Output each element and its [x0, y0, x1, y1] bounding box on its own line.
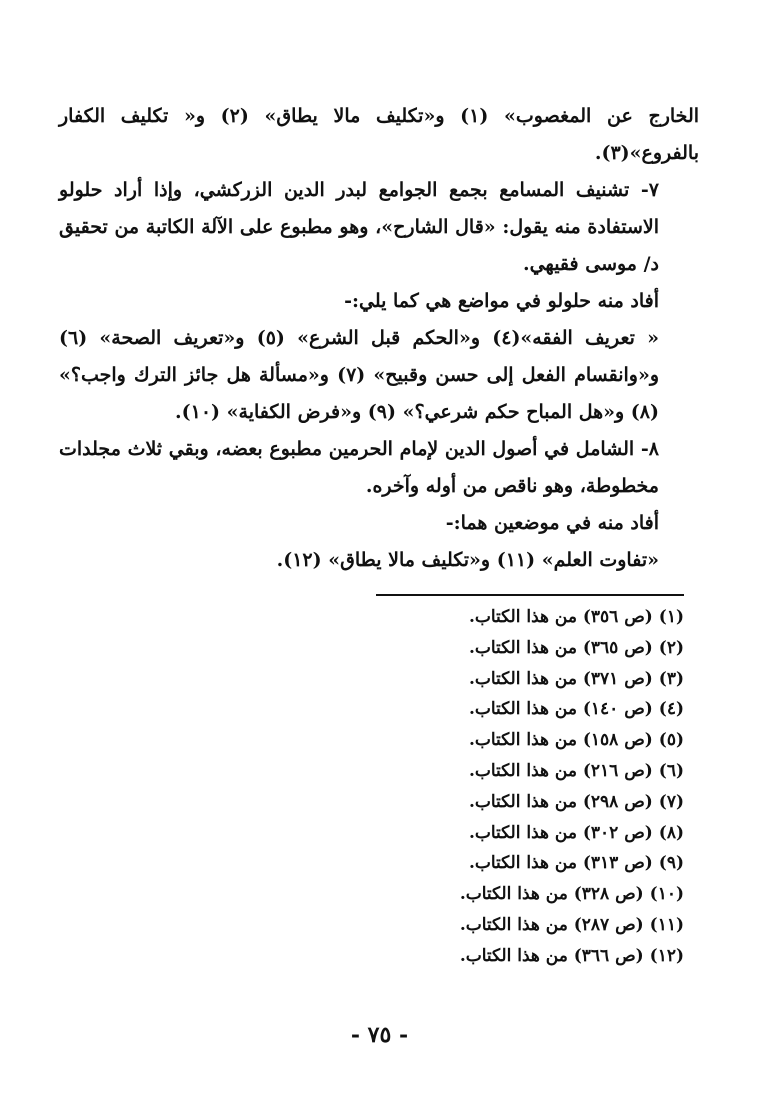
footnote-7: (٧) (ص ٢٩٨) من هذا الكتاب.	[468, 791, 684, 812]
paragraph-item-7: ٧- تشنيف المسامع بجمع الجوامع لبدر الدين الزركشي، وإذا أراد حلولو الاستفادة منه يقول: «قال الشارح»، وهو مطبوع على الآلة الكاتبة من تحقيق د/ موسى فقيهي.	[59, 179, 659, 275]
footnote-1: (١) (ص ٣٥٦) من هذا الكتاب.	[468, 607, 684, 627]
footnote-4: (٤) (ص ١٤٠) من هذا الكتاب.	[468, 699, 684, 720]
footnote-5: (٥) (ص ١٥٨) من هذا الكتاب.	[468, 730, 684, 751]
footnote-6: (٦) (ص ٢١٦) من هذا الكتاب.	[468, 760, 684, 781]
footnote-11: (١١) (ص ٢٨٧) من هذا الكتاب.	[459, 914, 684, 935]
paragraph-line-1: الخارج عن المغصوب» (١) و«تكليف مالا يطاق» (٢) و« تكليف الكفار بالفروع»(٣).	[59, 105, 700, 164]
paragraph-usage-intro-1: أفاد منه حلولو في مواضع هي كما يلي:-	[344, 290, 659, 312]
paragraph-usage-intro-2: أفاد منه في موضعين هما:-	[445, 512, 659, 534]
main-text	[59, 98, 699, 579]
footnote-12: (١٢) (ص ٣٦٦) من هذا الكتاب.	[459, 945, 684, 966]
footnotes-list	[354, 602, 684, 972]
footnote-10: (١٠) (ص ٣٢٨) من هذا الكتاب.	[459, 884, 684, 905]
footnote-separator	[376, 594, 684, 596]
footnote-3: (٣) (ص ٣٧١) من هذا الكتاب.	[468, 668, 684, 689]
footnote-8: (٨) (ص ٣٠٢) من هذا الكتاب.	[468, 822, 684, 843]
paragraph-usage-list-2: «تفاوت العلم» (١١) و«تكليف مالا يطاق» (١٢).	[276, 549, 659, 571]
footnote-9: (٩) (ص ٣١٣) من هذا الكتاب.	[468, 853, 684, 874]
paragraph-item-8: ٨- الشامل في أصول الدين لإمام الحرمين مطبوع بعضه، وبقي ثلاث مجلدات مخطوطة، وهو ناقص من أوله وآخره.	[59, 438, 659, 497]
page-number: - ٧٥ -	[350, 1022, 409, 1048]
paragraph-usage-list-1: « تعريف الفقه»(٤) و«الحكم قبل الشرع» (٥) و«تعريف الصحة» (٦) و«وانقسام الفعل إلى حسن وقبيح» (٧) و«مسألة هل جائز الترك واجب؟» (٨) و«هل المباح حكم شرعي؟» (٩) و«فرض الكفاية» (١٠).	[59, 327, 659, 423]
footnote-2: (٢) (ص ٣٦٥) من هذا الكتاب.	[468, 637, 684, 658]
